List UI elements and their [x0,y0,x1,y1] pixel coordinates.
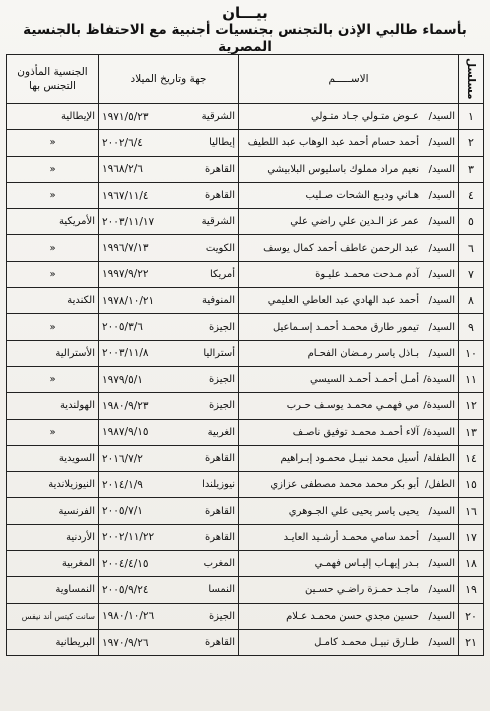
row-nationality: « [7,419,99,445]
row-serial: ١٣ [459,419,484,445]
row-name-cell [239,524,459,550]
row-name-cell [239,472,459,498]
row-serial: ٢٠ [459,603,484,629]
row-birth-date: ١٩٨٠/١٠/٢٦ [99,603,181,629]
table-row [7,551,484,577]
row-birth-date: ٢٠٠٤/٤/١٥ [99,551,181,577]
row-name-cell [239,235,459,261]
row-serial: ١٨ [459,551,484,577]
row-nationality: « [7,235,99,261]
row-name-cell [239,629,459,655]
row-prefix: السيد/ [428,584,455,596]
row-birth-date: ١٩٩٦/٧/١٣ [99,235,181,261]
row-name: عـوض متـولي جـاد متـولي [310,111,419,123]
row-serial: ٧ [459,261,484,287]
row-prefix: السيدة/ [423,426,455,438]
row-serial: ١١ [459,366,484,392]
row-name-cell [239,551,459,577]
table-row [7,603,484,629]
row-birth-place: القاهرة [181,629,239,655]
table-row [7,472,484,498]
row-name: نعيم مراد مملوك باسليوس البلابيشي [267,163,419,175]
row-name-cell [239,393,459,419]
row-birth-place: الجيزة [181,366,239,392]
document-title: بيـــان [222,4,268,22]
table-row [7,629,484,655]
row-name: أسيل محمد نبيـل محمـود إبـراهيم [280,453,419,464]
row-serial: ٦ [459,235,484,261]
row-prefix: السيد/ [428,531,455,543]
row-name: أمـل أحمـد أحمـد السيسي [309,374,419,386]
row-prefix: السيدة/ [423,374,455,386]
table-row [7,340,484,366]
row-birth-place: القاهرة [181,498,239,524]
row-serial: ١٩ [459,577,484,603]
row-name: أحمد سامي محمـد أرشـيد العايـد [283,531,419,543]
table-row [7,419,484,445]
row-name-cell [239,603,459,629]
table-row [7,288,484,314]
row-birth-place: الكويت [181,235,239,261]
row-nationality: « [7,314,99,340]
row-serial: ٣ [459,156,484,182]
table-row [7,577,484,603]
table-row [7,366,484,392]
row-name: عبد الرحمن عاطف أحمد كمال يوسف [263,242,419,254]
row-birth-place: القاهرة [181,182,239,208]
row-serial: ١٠ [459,340,484,366]
row-name-cell [239,314,459,340]
row-prefix: السيد/ [428,637,455,649]
row-birth-place: أمريكا [181,261,239,287]
row-birth-place: الجيزة [181,314,239,340]
table-row [7,445,484,471]
row-name: بـاذل ياسر رمـضان الفحـام [307,347,419,359]
row-name-cell [239,261,459,287]
row-birth-place: إيطاليا [181,130,239,156]
table-row [7,393,484,419]
row-name: يحيى ياسر يحيى علي الجـوهري [288,505,419,517]
row-birth-date: ١٩٨٧/٩/١٥ [99,419,181,445]
header-birth: جهة وتاريخ الميلاد [99,55,239,104]
row-nationality: البريطانية [7,629,99,655]
row-prefix: السيد/ [428,163,455,175]
row-birth-place: النمسا [181,577,239,603]
row-prefix: السيد/ [428,321,455,333]
row-birth-date: ١٩٦٨/٢/٦ [99,156,181,182]
row-birth-date: ٢٠٠٣/١١/١٧ [99,209,181,235]
row-name-cell [239,419,459,445]
row-name-cell [239,182,459,208]
row-birth-date: ٢٠٠٥/٣/٦ [99,314,181,340]
row-birth-date: ٢٠٠٢/١١/٢٢ [99,524,181,550]
table-body [7,104,484,656]
row-birth-place: الجيزة [181,603,239,629]
row-nationality: « [7,182,99,208]
row-prefix: السيد/ [428,111,455,123]
row-prefix: السيد/ [428,242,455,254]
row-prefix: السيد/ [428,610,455,622]
row-serial: ١٤ [459,445,484,471]
row-serial: ١٢ [459,393,484,419]
row-nationality: « [7,130,99,156]
row-birth-date: ١٩٧٠/٩/٢٦ [99,629,181,655]
row-birth-date: ١٩٧١/٥/٢٣ [99,104,181,130]
row-name-cell [239,366,459,392]
row-nationality: الأردنية [7,524,99,550]
row-birth-date: ١٩٧٨/١٠/٢١ [99,288,181,314]
row-birth-place: القاهرة [181,524,239,550]
row-prefix: السيد/ [428,558,455,570]
naturalization-table [6,54,484,656]
row-birth-place: القاهرة [181,156,239,182]
header-name: الاســـــم [239,55,459,104]
row-serial: ٢١ [459,629,484,655]
row-birth-place: الجيزة [181,393,239,419]
table-row [7,130,484,156]
row-name: بـدر إيهـاب إليـاس فهمـي [314,558,419,570]
row-name: آلاء أحمـد محمـد توفيق ناصـف [292,426,419,438]
row-prefix: السيد/ [428,137,455,149]
row-birth-place: الشرقية [181,209,239,235]
table-row [7,209,484,235]
row-nationality: النيوزيلاندية [7,472,99,498]
row-birth-date: ١٩٩٧/٩/٢٢ [99,261,181,287]
row-birth-date: ٢٠١٦/٧/٢ [99,445,181,471]
row-birth-date: ١٩٦٧/١١/٤ [99,182,181,208]
row-birth-place: أستراليا [181,340,239,366]
row-birth-place: الغربية [181,419,239,445]
table-row [7,524,484,550]
row-birth-date: ١٩٧٩/٥/١ [99,366,181,392]
row-nationality: « [7,366,99,392]
row-prefix: السيد/ [428,347,455,359]
row-serial: ١٦ [459,498,484,524]
row-name: آدم مـدحت محمـد عليـوة [315,268,419,280]
row-name-cell [239,445,459,471]
row-name-cell [239,156,459,182]
row-serial: ٥ [459,209,484,235]
row-nationality: الهولندية [7,393,99,419]
row-nationality: الأسترالية [7,340,99,366]
row-serial: ١٥ [459,472,484,498]
row-birth-date: ٢٠٠٢/٦/٤ [99,130,181,156]
table-header-row [7,55,484,104]
row-name: حسين مجدي حسن محمـد عـلام [286,610,419,622]
header-nationality: الجنسية المأذون التجنس بها [7,55,99,104]
table-row [7,182,484,208]
row-name: أحمد حسام أحمد عبد الوهاب عبد اللطيف [247,137,419,149]
row-prefix: السيد/ [428,505,455,517]
row-name: أبو بكر محمد محمد مصطفى عزازي [270,479,419,491]
table-row [7,314,484,340]
row-nationality: « [7,156,99,182]
row-name: عمر عز الـدين علي راضي علي [290,216,419,228]
row-prefix: السيد/ [428,216,455,228]
row-prefix: السيد/ [428,295,455,307]
row-nationality: الإيطالية [7,104,99,130]
row-prefix: الطفلة/ [423,453,455,464]
row-birth-place: الشرقية [181,104,239,130]
table-row [7,104,484,130]
row-nationality: السويدية [7,445,99,471]
row-name-cell [239,104,459,130]
row-prefix: الطفل/ [424,479,455,491]
row-birth-date: ٢٠٠٣/١١/٨ [99,340,181,366]
row-name-cell [239,209,459,235]
row-name: ماجـد حمـزة راضـي حسـين [305,584,419,596]
row-prefix: السيد/ [428,268,455,280]
row-name: أحمد عبد الهادي عبد العاطي العليمي [267,295,419,307]
row-serial: ١ [459,104,484,130]
row-name: هـاني وديـع الشحات صـليب [305,190,419,202]
row-serial: ٨ [459,288,484,314]
header-serial: مسلسل [459,55,484,104]
row-serial: ١٧ [459,524,484,550]
row-name-cell [239,130,459,156]
row-birth-date: ٢٠٠٥/٧/١ [99,498,181,524]
row-prefix: السيدة/ [423,400,455,412]
row-name: مي فهمـي محمـد يوسـف حـرب [286,400,419,412]
row-nationality: المغربية [7,551,99,577]
document-subtitle: بأسماء طالبي الإذن بالتجنس بجنسيات أجنبية مع الاحتفاظ بالجنسية المصرية [23,22,467,55]
row-name-cell [239,288,459,314]
row-birth-date: ٢٠٠٥/٩/٢٤ [99,577,181,603]
row-serial: ٤ [459,182,484,208]
row-prefix: السيد/ [428,190,455,202]
row-nationality: الأمريكية [7,209,99,235]
row-serial: ٩ [459,314,484,340]
row-nationality: النمساوية [7,577,99,603]
table-row [7,498,484,524]
row-name-cell [239,577,459,603]
row-birth-place: المغرب [181,551,239,577]
row-birth-date: ١٩٨٠/٩/٢٣ [99,393,181,419]
row-nationality: الفرنسية [7,498,99,524]
row-name: طـارق نبيـل محمـد كامـل [314,637,419,649]
row-birth-place: نيوزيلندا [181,472,239,498]
table-row [7,261,484,287]
table-row [7,235,484,261]
row-name-cell [239,340,459,366]
row-name: تيمور طارق محمـد أحمـد إسـماعيل [272,321,419,333]
row-nationality: الكندية [7,288,99,314]
row-nationality: سانت كيتس أند نيفس [7,603,99,629]
row-birth-place: القاهرة [181,445,239,471]
row-serial: ٢ [459,130,484,156]
table-row [7,156,484,182]
row-name-cell [239,498,459,524]
row-birth-place: المنوفية [181,288,239,314]
row-nationality: « [7,261,99,287]
row-birth-date: ٢٠١٤/١/٩ [99,472,181,498]
